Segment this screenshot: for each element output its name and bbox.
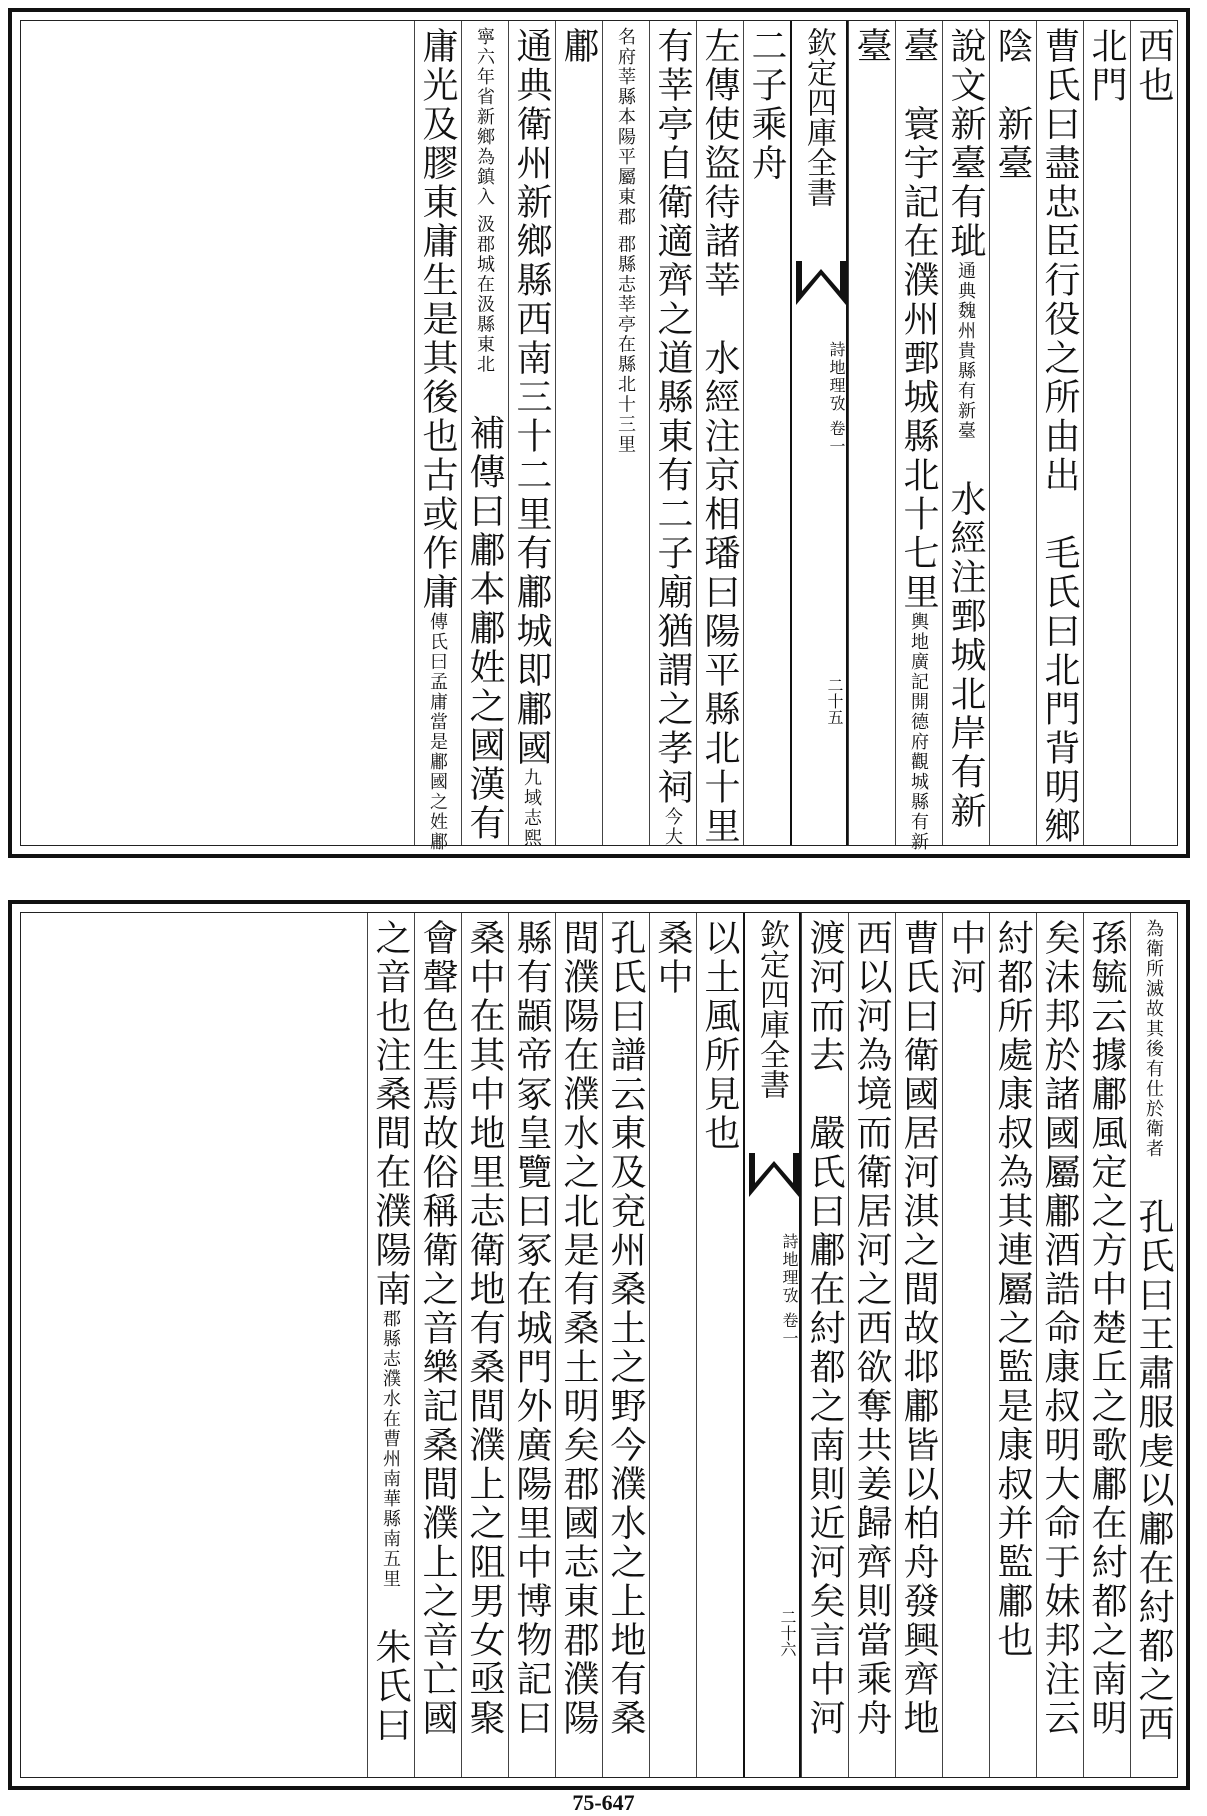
main-text: 臺 bbox=[851, 27, 892, 66]
main-text: 孔氏曰譜云東及兗州桑土之野今濮水之上地有桑 bbox=[605, 919, 646, 1738]
text-column bbox=[942, 913, 989, 1777]
text-column bbox=[1083, 21, 1130, 845]
column-text bbox=[1084, 27, 1130, 105]
annotation-text: 為衛所滅故其後有仕於衛者 bbox=[1143, 919, 1164, 1159]
column-text bbox=[744, 27, 790, 183]
text-column bbox=[848, 913, 895, 1777]
main-text: 縣有顓帝冢皇覽曰冢在城門外廣陽里中博物記曰 bbox=[511, 919, 552, 1738]
column-text bbox=[509, 27, 555, 848]
column-text bbox=[415, 919, 461, 1738]
main-text: 西以河為境而衛居河之西欲奪共姜歸齊則當乘舟 bbox=[851, 919, 892, 1738]
main-text: 陰 新臺 bbox=[992, 27, 1033, 183]
main-text: 紂都所處康叔為其連屬之監是康叔并監鄘也 bbox=[992, 919, 1033, 1660]
page-top-columns bbox=[20, 20, 1178, 852]
spine-title: 欽定四庫全書 bbox=[801, 27, 836, 207]
text-column bbox=[1036, 913, 1083, 1777]
annotation-text: 今大 bbox=[662, 807, 683, 847]
text-column bbox=[461, 21, 508, 845]
main-text: 有莘亭自衛適齊之道縣東有二子廟猶謂之孝祠 bbox=[652, 27, 693, 807]
main-text: 朱氏曰 bbox=[370, 1589, 411, 1745]
spine-page-number: 二十六 bbox=[778, 1609, 797, 1657]
text-column bbox=[801, 913, 848, 1777]
main-text: 桑中在其中地里志衛地有桑間濮上之阻男女亟聚 bbox=[464, 919, 505, 1738]
main-text: 北門 bbox=[1086, 27, 1127, 105]
column-text bbox=[462, 27, 508, 843]
text-column bbox=[649, 21, 696, 845]
spine-volume: 詩地理攷 卷一 bbox=[780, 1233, 799, 1349]
page-bottom bbox=[8, 900, 1190, 1790]
column-text bbox=[462, 919, 508, 1738]
main-text: 以土風所見也 bbox=[699, 919, 740, 1153]
column-text bbox=[943, 27, 989, 831]
main-text: 西也 bbox=[1133, 27, 1174, 105]
text-column bbox=[1130, 21, 1177, 845]
text-column bbox=[989, 21, 1036, 845]
text-column bbox=[555, 21, 602, 845]
text-column bbox=[696, 913, 743, 1777]
main-text: 孫毓云據鄘風定之方中楚丘之歌鄘在紂都之南明 bbox=[1086, 919, 1127, 1738]
column-text bbox=[896, 919, 942, 1738]
column-text bbox=[556, 27, 602, 66]
main-text: 之音也注桑間在濮陽南 bbox=[370, 919, 411, 1309]
main-text: 曹氏曰衛國居河淇之間故邶鄘皆以柏舟發興齊地 bbox=[898, 919, 939, 1738]
text-column bbox=[848, 21, 895, 845]
main-text: 水經注鄄城北岸有新 bbox=[945, 441, 986, 831]
annotation-text: 名府莘縣本陽平屬東郡 郡縣志莘亭在縣北十三里 bbox=[615, 27, 636, 455]
column-text bbox=[1037, 27, 1083, 846]
text-column bbox=[1036, 21, 1083, 845]
center-spine bbox=[743, 913, 801, 1777]
text-column bbox=[1083, 913, 1130, 1777]
main-text: 臺 寰宇記在濮州鄄城縣北十七里 bbox=[898, 27, 939, 612]
page-top bbox=[8, 8, 1190, 858]
column-text bbox=[509, 919, 555, 1738]
text-column bbox=[649, 913, 696, 1777]
main-text: 補傳曰鄘本鄘姓之國漢有 bbox=[464, 374, 505, 843]
column-text bbox=[697, 919, 743, 1153]
center-spine bbox=[790, 21, 848, 845]
main-text: 曹氏曰盡忠臣行役之所由出 毛氏曰北門背明鄉 bbox=[1039, 27, 1080, 846]
text-column bbox=[414, 913, 461, 1777]
main-text: 矣沬邦於諸國屬鄘酒誥命康叔明大命于妹邦注云 bbox=[1039, 919, 1080, 1738]
annotation-text: 傳氏曰孟庸當是鄘國之姓鄘 bbox=[427, 612, 448, 852]
text-column bbox=[508, 913, 555, 1777]
column-text bbox=[990, 919, 1036, 1660]
main-text: 左傳使盜待諸莘 水經注京相璠曰陽平縣北十里 bbox=[699, 27, 740, 846]
text-column bbox=[602, 21, 649, 845]
fishtail-mark-icon bbox=[749, 1153, 799, 1197]
annotation-text: 九域志熙 bbox=[521, 768, 542, 848]
column-text bbox=[1084, 919, 1130, 1738]
main-text: 庸光及膠東庸生是其後也古或作庸 bbox=[417, 27, 458, 612]
main-text: 會聲色生焉故俗稱衛之音樂記桑間濮上之音亡國 bbox=[417, 919, 458, 1738]
column-text bbox=[1131, 27, 1177, 105]
spine-volume: 詩地理攷 卷一 bbox=[827, 341, 846, 457]
column-text bbox=[650, 27, 696, 847]
text-column bbox=[367, 913, 414, 1777]
column-text bbox=[603, 919, 649, 1738]
text-column bbox=[942, 21, 989, 845]
annotation-text: 輿地廣記開德府觀城縣有新 bbox=[908, 612, 929, 852]
text-column bbox=[555, 913, 602, 1777]
annotation-text: 郡縣志濮水在曹州南華縣南五里 bbox=[380, 1309, 401, 1589]
column-text bbox=[603, 27, 649, 455]
spine-title: 欽定四庫全書 bbox=[754, 919, 789, 1099]
text-column bbox=[461, 913, 508, 1777]
page-number-footer: 75-647 bbox=[572, 1790, 635, 1815]
main-text: 說文新臺有玼 bbox=[945, 27, 986, 261]
main-text: 孔氏曰王肅服虔以鄘在紂都之西 bbox=[1133, 1159, 1174, 1744]
column-text bbox=[368, 919, 414, 1745]
annotation-text: 通典魏州貴縣有新臺 bbox=[955, 261, 976, 441]
column-text bbox=[943, 919, 989, 997]
main-text: 二子乘舟 bbox=[746, 27, 787, 183]
text-column bbox=[743, 21, 790, 845]
main-text: 通典衛州新鄉縣西南三十二里有鄘城即鄘國 bbox=[511, 27, 552, 768]
main-text: 中河 bbox=[945, 919, 986, 997]
column-text bbox=[1037, 919, 1083, 1738]
text-column bbox=[602, 913, 649, 1777]
column-text bbox=[1131, 919, 1177, 1744]
text-column bbox=[895, 913, 942, 1777]
column-text bbox=[849, 27, 895, 66]
page-bottom-columns bbox=[20, 912, 1178, 1778]
text-column bbox=[414, 21, 461, 852]
column-text bbox=[849, 919, 895, 1738]
main-text: 間濮陽在濮水之北是有桑土明矣郡國志東郡濮陽 bbox=[558, 919, 599, 1738]
main-text: 渡河而去 嚴氏曰鄘在紂都之南則近河矣言中河 bbox=[804, 919, 845, 1738]
text-column bbox=[1130, 913, 1177, 1777]
main-text: 桑中 bbox=[652, 919, 693, 997]
column-text bbox=[990, 27, 1036, 183]
column-text bbox=[556, 919, 602, 1738]
spine-page-number: 二十五 bbox=[825, 677, 844, 725]
main-text: 鄘 bbox=[558, 27, 599, 66]
text-column bbox=[895, 21, 942, 852]
text-column bbox=[989, 913, 1036, 1777]
column-text bbox=[802, 919, 848, 1738]
annotation-text: 寧六年省新鄉為鎮入 汲郡城在汲縣東北 bbox=[474, 27, 495, 375]
text-column bbox=[696, 21, 743, 845]
column-text bbox=[697, 27, 743, 846]
column-text bbox=[650, 919, 696, 997]
column-text bbox=[415, 27, 461, 852]
column-text bbox=[896, 27, 942, 852]
fishtail-mark-icon bbox=[796, 261, 846, 305]
text-column bbox=[508, 21, 555, 848]
